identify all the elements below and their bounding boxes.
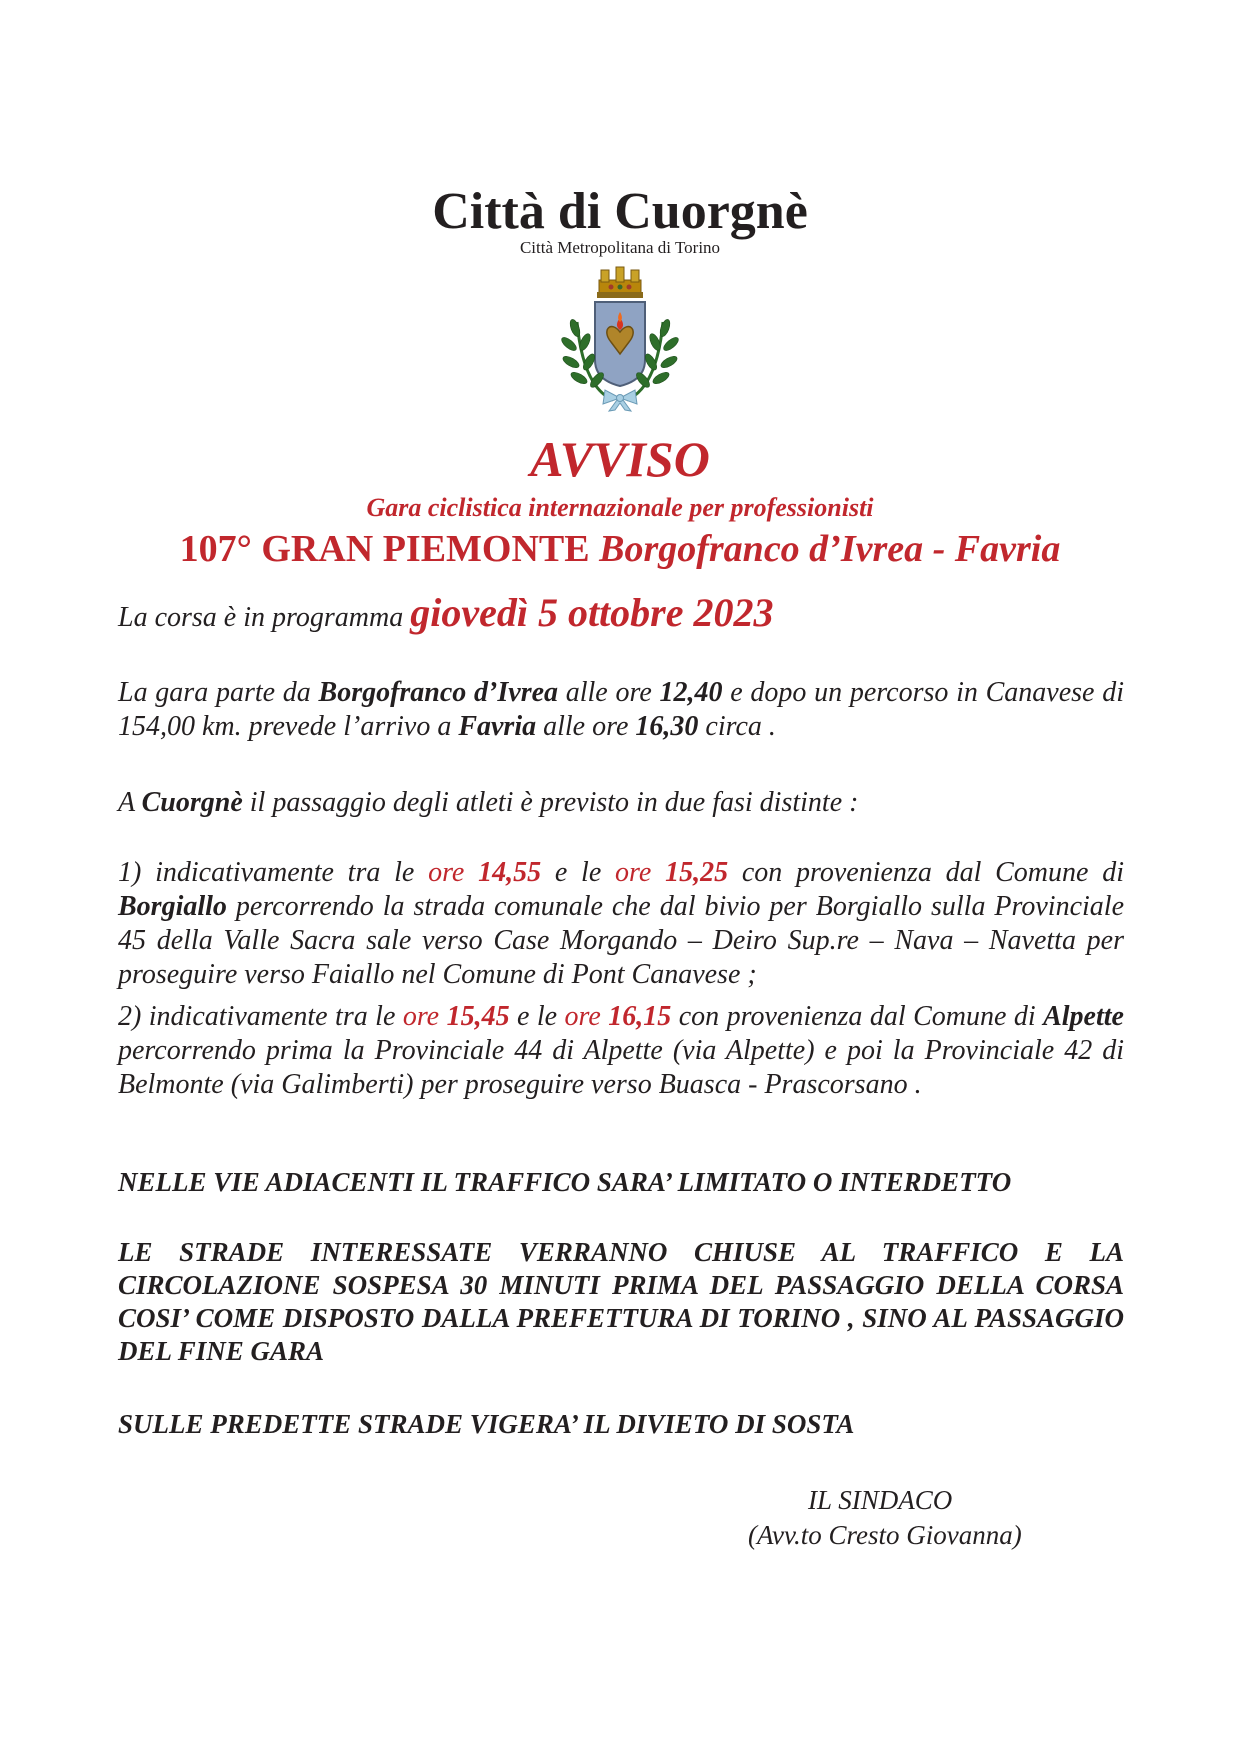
- phase-2-paragraph: [118, 1000, 1124, 1102]
- phase-1-start-time: 14,55: [478, 857, 542, 888]
- text: alle ore: [558, 677, 660, 708]
- text: e dopo un percorso in Canavese di 154,00 km. prevede l’arrivo a: [118, 677, 1124, 742]
- text: con provenienza dal Comune di: [671, 1001, 1044, 1032]
- cuorgne-town: Cuorgnè: [141, 787, 243, 818]
- notice-title: AVVISO: [530, 431, 710, 487]
- phase-2-start-time: 15,45: [446, 1001, 510, 1032]
- text: La gara parte da: [118, 677, 319, 708]
- text: percorrendo prima la Provinciale 44 di Alpette (via Alpette) e poi la Provinciale 42 di Belmonte (via Galimberti) per proseguire verso Buasca - Prascorsano .: [118, 1035, 1124, 1100]
- text: percorrendo la strada comunale che dal bivio per Borgiallo sulla Provinciale 45 della Valle Sacra sale verso Case Morgando – Deiro Sup.re – Nava – Navetta per proseguire verso Faiallo nel Comune di Pont Canavese ;: [118, 891, 1124, 990]
- road-closure-warning: LE STRADE INTERESSATE VERRANNO CHIUSE AL TRAFFICO E LA CIRCOLAZIONE SOSPESA 30 MINUTI PRIMA DEL PASSAGGIO DELLA CORSA COSI’ COME DISPOSTO DALLA PREFETTURA DI TORINO , SINO AL PASSAGGIO DEL FINE GARA: [118, 1237, 1124, 1366]
- text: e le: [509, 1001, 565, 1032]
- text: alle ore: [536, 711, 636, 742]
- phase-1-paragraph: [118, 856, 1124, 992]
- phase-2-end-time: 16,15: [608, 1001, 672, 1032]
- city-title: Città di Cuorgnè: [432, 183, 808, 240]
- race-route: Borgofranco d’Ivrea - Favria: [599, 528, 1061, 570]
- date-line: [118, 590, 1124, 635]
- text: A: [118, 787, 142, 818]
- text: e le: [541, 857, 616, 888]
- phase-2-town: Alpette: [1043, 1001, 1124, 1032]
- signature-name: (Avv.to Cresto Giovanna): [748, 1520, 1022, 1550]
- start-town: Borgofranco d’Ivrea: [318, 677, 559, 708]
- traffic-warning: NELLE VIE ADIACENTI IL TRAFFICO SARA’ LIMITATO O INTERDETTO: [118, 1167, 1012, 1197]
- text: 2) indicativamente tra le: [118, 1001, 403, 1032]
- text: ore: [402, 1001, 447, 1032]
- date-intro: La corsa è in programma: [118, 602, 404, 633]
- start-time: 12,40: [659, 677, 723, 708]
- ribbon-icon: [603, 390, 637, 411]
- city-crest-icon: [553, 262, 687, 412]
- parking-ban-warning: SULLE PREDETTE STRADE VIGERA’ IL DIVIETO DI SOSTA: [118, 1409, 855, 1439]
- race-name: [0, 527, 1240, 571]
- signature-title: IL SINDACO: [808, 1485, 953, 1515]
- cuorgne-paragraph: [118, 786, 1124, 820]
- phase-1-town: Borgiallo: [118, 891, 227, 922]
- city-subtitle: Città Metropolitana di Torino: [519, 238, 721, 257]
- finish-time: 16,30: [635, 711, 699, 742]
- race-type: Gara ciclistica internazionale per professionisti: [366, 493, 874, 522]
- race-edition: 107° GRAN PIEMONTE: [179, 528, 600, 570]
- text: con provenienza dal Comune di: [728, 857, 1124, 888]
- race-date: giovedì 5 ottobre 2023: [410, 590, 774, 635]
- text: ore: [564, 1001, 609, 1032]
- finish-town: Favria: [458, 711, 537, 742]
- text: circa .: [698, 711, 776, 742]
- text: 1) indicativamente tra le: [118, 857, 429, 888]
- start-paragraph: [118, 676, 1124, 744]
- text: il passaggio degli atleti è previsto in due fasi distinte :: [242, 787, 859, 818]
- phase-1-end-time: 15,25: [665, 857, 729, 888]
- text: ore: [428, 857, 479, 888]
- text: ore: [615, 857, 666, 888]
- crown-icon: [597, 267, 643, 298]
